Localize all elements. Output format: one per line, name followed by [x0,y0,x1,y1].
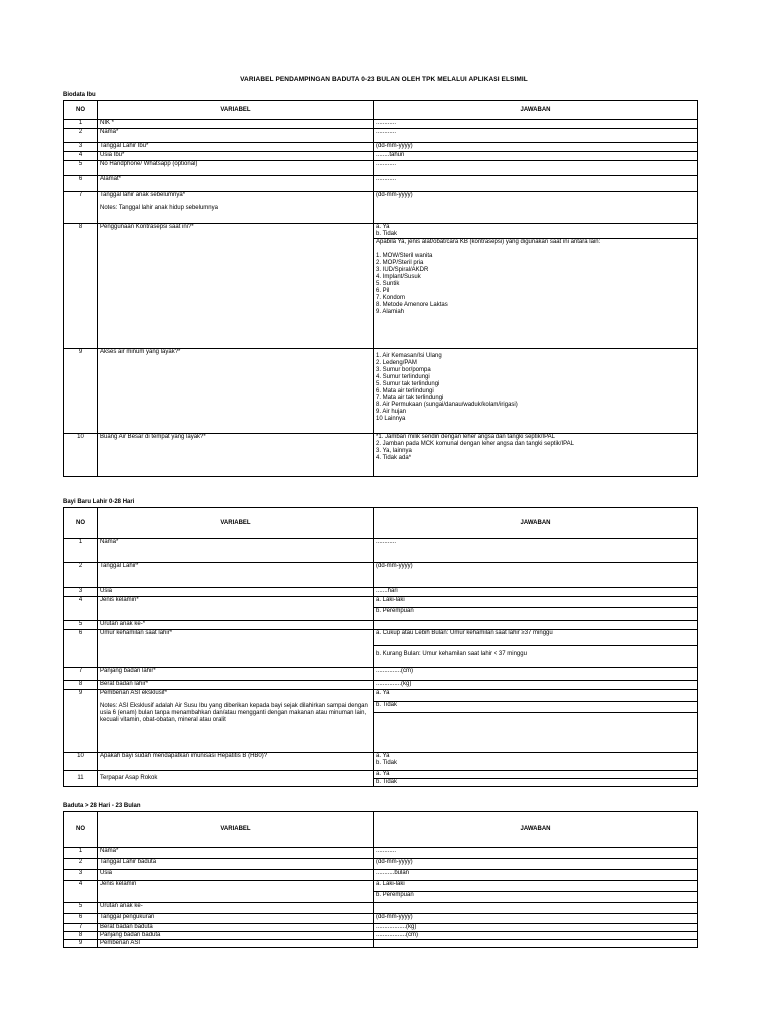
option-tidak: b. Tidak [376,231,398,237]
row-no: 2 [64,859,98,870]
table-biodata-ibu [63,100,698,477]
row-variable: Urutan anak ke-* [98,621,374,630]
row-answer: ........tahun [374,152,698,161]
row-answer: ...............(cm) [374,668,698,681]
table-row [64,771,698,787]
table-row [64,434,698,477]
table-row [64,597,698,621]
row-answer [374,940,698,948]
row-answer: .......hari [374,588,698,597]
table-row [64,588,698,597]
row-no: 6 [64,914,98,924]
row-variable: Panjang badan lahir* [98,668,374,681]
row-no: 7 [64,668,98,681]
option-laki-laki: a. Laki-laki [376,881,405,887]
row-answer: ..................(kg) [374,924,698,932]
row-answer: (dd-mm-yyyy) [374,914,698,924]
row-no: 10 [64,434,98,477]
table-row [64,152,698,161]
water-option: 1. Air Kemasan/Isi Ulang [376,353,442,359]
row-answer: ............ [374,539,698,563]
row-variable: Usia [98,588,374,597]
option-perempuan: b. Perempuan [374,891,697,899]
table-row [64,924,698,932]
table-baduta [63,811,698,948]
water-option: 3. Sumur bor/pompa [376,367,431,373]
row-variable: Penggunaan Kontrasepsi saat ini?* [98,224,374,349]
table-row [64,129,698,143]
row-answer: ............ [374,120,698,129]
row-no: 3 [64,588,98,597]
row-answer: ..................(cm) [374,932,698,940]
table-row [64,940,698,948]
water-option: 5. Sumur tak terlindungi [376,381,440,387]
row-variable: Urutan anak ke- [98,903,374,914]
row-no: 2 [64,563,98,588]
row-variable: Tanggal Lahir* [98,563,374,588]
header-jawaban: JAWABAN [374,508,698,539]
row-answer: ............ [374,129,698,143]
row-answer: (dd-mm-yyyy) [374,563,698,588]
row-no: 11 [64,771,98,787]
row-variable: NIK * [98,120,374,129]
option-perempuan: b. Perempuan [374,607,697,615]
table-row [64,224,698,349]
row-answer [374,690,698,753]
document-title: VARIABEL PENDAMPINGAN BADUTA 0-23 BULAN OLEH TPK MELALUI APLIKASI ELSIMIL [240,76,528,83]
row-variable: Akses air minum yang layak?* [98,349,374,434]
row-variable: Jenis kelamin* [98,597,374,621]
row-no: 3 [64,870,98,881]
section-title-bayi-baru-lahir: Bayi Baru Lahir 0-28 Hari [63,499,135,505]
row-answer [374,771,698,787]
table-header [64,812,698,848]
table-bayi-baru-lahir [63,507,698,787]
row-no: 1 [64,120,98,129]
row-no: 9 [64,940,98,948]
table-row [64,349,698,434]
row-no: 4 [64,152,98,161]
row-no: 8 [64,681,98,690]
table-row [64,176,698,192]
row-variable: Pemberian ASI [98,940,374,948]
option-ya: a. Ya [376,690,390,696]
row-variable: Umur kehamilan saat lahir* [98,630,374,668]
row-variable: Usia Ibu* [98,152,374,161]
option-tidak: b. Tidak [376,760,398,766]
row-answer [374,434,698,477]
header-variabel: VARIABEL [98,508,374,539]
row-no: 4 [64,597,98,621]
toilet-option: 2. Jamban pada MCK komunal dengan leher angsa dan tangki septik/IPAL [376,441,575,447]
table-row [64,881,698,903]
table-row [64,630,698,668]
table-row [64,870,698,881]
row-answer [374,881,698,903]
row-variable: Tanggal Lahir baduta [98,859,374,870]
row-no: 1 [64,539,98,563]
row-variable: Panjang badan baduta [98,932,374,940]
section-title-biodata-ibu: Biodata Ibu [63,92,96,98]
option-tidak: b. Tidak [374,778,697,786]
row-no: 1 [64,848,98,859]
header-variabel: VARIABEL [98,101,374,120]
row-variable: Tanggal pengukuran [98,914,374,924]
row-variable: Tanggal Lahir Ibu* [98,143,374,152]
row-variable: Jenis kelamin [98,881,374,903]
row-answer [374,224,698,349]
row-answer [374,903,698,914]
water-option: 8. Air Permukaan (sungai/danau/waduk/kolam/irigasi) [376,402,518,408]
option-ya: a. Ya [376,771,390,777]
row-no: 8 [64,932,98,940]
table-row [64,668,698,681]
kb-option: 2. MOP/Steril pria [376,260,424,266]
row-variable: Berat badan lahir* [98,681,374,690]
table-row [64,621,698,630]
table-row [64,563,698,588]
row-variable: Nama* [98,539,374,563]
row-variable: Usia [98,870,374,881]
option-ya: a. Ya [376,224,390,230]
row-no: 6 [64,630,98,668]
table-row [64,539,698,563]
toilet-option: 3. Ya, lainnya [376,448,412,454]
water-option: 7. Mata air tak terlindungi [376,395,444,401]
row-variable: Buang Air Besar di tempat yang layak?* [98,434,374,477]
row-answer [374,349,698,434]
row-answer: ...........bulan [374,870,698,881]
row-answer: (dd-mm-yyyy) [374,143,698,152]
kb-option: 8. Metode Amenore Laktas [376,302,448,308]
row-answer: ............ [374,161,698,176]
option-tidak: b. Tidak [374,701,697,712]
kb-option: 9. Alamiah [376,309,405,315]
variable-label: Tanggal lahir anak sebelumnya* [100,192,186,198]
toilet-option: 4. Tidak ada* [376,455,412,461]
row-variable [98,690,374,753]
header-jawaban: JAWABAN [374,101,698,120]
row-no: 5 [64,903,98,914]
row-variable: Apakah bayi sudah mendapatkan imunisasi Hepatitis B (HB0)? [98,753,374,771]
row-no: 8 [64,224,98,349]
kb-option: 7. Kondom [376,295,406,301]
header-variabel: VARIABEL [98,812,374,848]
water-option: 4. Sumur terlindungi [376,374,430,380]
kb-question: Apabila Ya, jenis alat/obat/cara KB (kontrasepsi) yang digunakan saat ini antara lain: [374,238,697,246]
row-answer: (dd-mm-yyyy) [374,192,698,224]
table-row [64,690,698,753]
row-variable: Nama* [98,129,374,143]
row-no: 4 [64,881,98,903]
row-no: 2 [64,129,98,143]
row-no: 9 [64,349,98,434]
row-answer [374,597,698,621]
water-option: 2. Ledeng/PAM [376,360,417,366]
row-variable: Terpapar Asap Rokok [98,771,374,787]
option-ya: a. Ya [376,753,390,759]
row-answer: ...............(kg) [374,681,698,690]
table-header [64,508,698,539]
row-answer: (dd-mm-yyyy) [374,859,698,870]
table-row [64,859,698,870]
option-kurang-bulan: b. Kurang Bulan: Umur kehamilan saat lahir < 37 minggu [374,645,697,658]
row-variable: Nama* [98,848,374,859]
row-no: 6 [64,176,98,192]
variable-label: Pemberian ASI eksklusif* [100,690,168,696]
table-row [64,932,698,940]
water-option: 6. Mata air terlindungi [376,388,434,394]
kb-option: 5. Suntik [376,281,400,287]
row-variable: No Handphone/ Whatsapp (optional) [98,161,374,176]
row-variable [98,192,374,224]
kb-option: 1. MOW/Steril wanita [376,253,433,259]
variable-note: Notes: ASI Eksklusif adalah Air Susu Ibu yang diberikan kepada bayi sejak dilahirkan sampai dengan usia 6 (enam) bulan tanpa menambahkan dan/atau mengganti dengan makanan atau minuman lain, kecuali vitamin, obat-obatan, mineral atau oralit [100,703,368,723]
row-answer [374,753,698,771]
row-answer [374,621,698,630]
table-row [64,143,698,152]
kb-option: 3. IUD/Spiral/AKDR [376,267,429,273]
answer-blank [374,712,697,713]
header-no: NO [64,101,98,120]
header-jawaban: JAWABAN [374,812,698,848]
water-option: 10 Lainnya [376,416,406,422]
row-no: 7 [64,192,98,224]
option-laki-laki: a. Laki-laki [376,597,405,603]
option-cukup-bulan: a. Cukup atau Lebih Bulan: Umur kehamilan saat lahir ≥37 minggu [376,630,553,636]
table-row [64,681,698,690]
row-variable: Alamat* [98,176,374,192]
row-answer: ............ [374,176,698,192]
row-no: 3 [64,143,98,152]
table-row [64,161,698,176]
row-variable: Berat badan baduta [98,924,374,932]
kb-option: 4. Implant/Susuk [376,274,421,280]
section-title-baduta: Baduta > 28 Hari - 23 Bulan [63,803,141,809]
header-no: NO [64,508,98,539]
table-row [64,192,698,224]
header-no: NO [64,812,98,848]
table-row [64,753,698,771]
table-row [64,120,698,129]
kb-option: 6. Pil [376,288,390,294]
row-no: 10 [64,753,98,771]
row-no: 9 [64,690,98,753]
row-no: 5 [64,621,98,630]
table-row [64,914,698,924]
table-header [64,101,698,120]
row-answer [374,630,698,668]
water-option: 9. Air hujan [376,409,407,415]
table-row [64,903,698,914]
variable-note: Notes: Tanggal lahir anak hidup sebelumnya [100,205,218,211]
row-answer: ............ [374,848,698,859]
table-row [64,848,698,859]
row-no: 7 [64,924,98,932]
row-no: 5 [64,161,98,176]
toilet-option: *1. Jamban milik sendiri dengan leher angsa dan tangki septik/IPAL [376,434,555,440]
